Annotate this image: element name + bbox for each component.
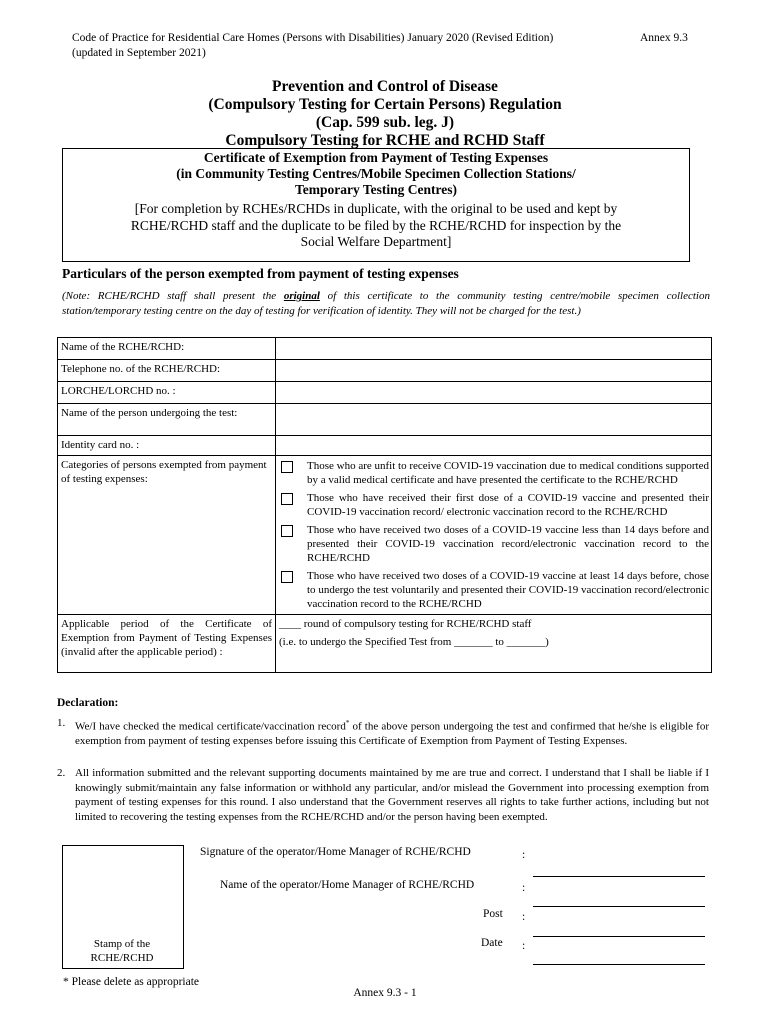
section-heading: Particulars of the person exempted from payment of testing expenses [62, 266, 459, 281]
period-dates-text: (i.e. to undergo the Specified Test from _______ to _______) [279, 636, 549, 648]
certificate-box [62, 148, 690, 262]
category-checkbox[interactable] [281, 525, 293, 537]
header-line-1: Code of Practice for Residential Care Homes (Persons with Disabilities) January 2020 (Revised Edition) [72, 32, 554, 44]
category-checkbox[interactable] [281, 493, 293, 505]
lorche-label: LORCHE/LORCHD no. : [58, 382, 276, 404]
applicable-period-field[interactable] [276, 615, 712, 673]
page-number: Annex 9.3 - 1 [353, 987, 417, 999]
telephone-field[interactable] [276, 360, 712, 382]
categories-label: Categories of persons exempted from payment of testing expenses: [58, 456, 276, 615]
categories-cell [276, 456, 712, 615]
signature-label: Signature of the operator/Home Manager of RCHE/RCHD [200, 846, 471, 858]
category-item [279, 569, 709, 611]
declaration-item-2: All information submitted and the relevant supporting documents maintained by me are true and correct. I understand that I shall be liable if I knowingly submit/maintain any false information or withhold any particular, and/or mislead the Government into processing exemption from payment of testing expenses for this round. I also understand that the Government reserves all rights to take further actions, including but not limited to recovering the testing expenses from the RCHE/RCHD and/or the person having been exempted. [75, 767, 709, 823]
date-label: Date [481, 937, 503, 949]
title-line-1: Prevention and Control of Disease [272, 78, 498, 95]
name-colon: : [522, 882, 526, 894]
section-note: (Note: RCHE/RCHD staff shall present the original of this certificate to the community testing centre/mobile specimen collection station/temporary testing centre on the day of testing for verification of identity. They will not be charged for the test.) [62, 290, 710, 317]
title-line-4: Compulsory Testing for RCHE and RCHD Staff [225, 132, 545, 149]
certificate-title-1: Certificate of Exemption from Payment of Testing Expenses [203, 150, 549, 165]
rche-name-field[interactable] [276, 338, 712, 360]
date-line[interactable] [533, 964, 705, 965]
identity-card-field[interactable] [276, 436, 712, 456]
category-text: Those who have received their first dose of a COVID-19 vaccine and presented their COVID-19 vaccination record/ electronic vaccination record to the RCHE/RCHD [307, 492, 709, 518]
stamp-label: Stamp of the RCHE/RCHD [90, 938, 154, 964]
category-item [279, 491, 709, 519]
post-line[interactable] [533, 936, 705, 937]
certificate-title-2: (in Community Testing Centres/Mobile Specimen Collection Stations/ [176, 166, 576, 181]
header-line-2: (updated in September 2021) [72, 47, 206, 59]
rche-name-label: Name of the RCHE/RCHD: [58, 338, 276, 360]
date-colon: : [522, 940, 526, 952]
post-label: Post [483, 908, 503, 920]
instruction-line-3: Social Welfare Department] [300, 234, 452, 249]
category-item [279, 459, 709, 487]
signature-line[interactable] [533, 876, 705, 877]
category-text: Those who are unfit to receive COVID-19 vaccination due to medical conditions supported by a valid medical certificate and have presented the certificate to the RCHE/RCHD [307, 460, 709, 486]
identity-card-label: Identity card no. : [58, 436, 276, 456]
instruction-line-2: RCHE/RCHD staff and the duplicate to be filed by the RCHE/RCHD for inspection by the [130, 217, 622, 233]
category-text: Those who have received two doses of a COVID-19 vaccine less than 14 days before and presented their COVID-19 vaccination record/electronic vaccination record to the RCHE/RCHD [307, 524, 709, 564]
category-item [279, 523, 709, 565]
title-line-2: (Compulsory Testing for Certain Persons) Regulation [208, 96, 562, 113]
footnote: * Please delete as appropriate [63, 976, 200, 988]
certificate-title-3: Temporary Testing Centres) [295, 182, 457, 197]
declaration-number-1: 1. [57, 717, 66, 729]
category-checkbox[interactable] [281, 461, 293, 473]
post-colon: : [522, 911, 526, 923]
note-emphasis: original [283, 290, 320, 302]
annex-label: Annex 9.3 [640, 32, 688, 44]
declaration-item-1: We/I have checked the medical certificate/vaccination record* of the above person undergoing the test and confirmed that he/she is eligible for exemption from payment of testing expenses before issuing this Certificate of Exemption from Payment of Testing Expenses. [75, 719, 709, 748]
category-checkbox[interactable] [281, 571, 293, 583]
instruction-line-1: [For completion by RCHEs/RCHDs in duplicate, with the original to be used and kept by [134, 201, 618, 216]
declaration-number-2: 2. [57, 767, 66, 779]
signature-colon: : [522, 849, 526, 861]
document-header [72, 31, 553, 61]
title-line-3: (Cap. 599 sub. leg. J) [315, 114, 455, 131]
particulars-table [57, 337, 712, 673]
declaration-heading: Declaration: [57, 697, 119, 709]
person-name-field[interactable] [276, 404, 712, 436]
category-text: Those who have received two doses of a COVID-19 vaccine at least 14 days before, chose to undergo the test voluntarily and presented their COVID-19 vaccination record/electronic vaccination record to the RCHE/RCHD [307, 570, 709, 610]
applicable-period-label: Applicable period of the Certificate of Exemption from Payment of Testing Expenses (invalid after the applicable period) : [58, 615, 276, 673]
telephone-label: Telephone no. of the RCHE/RCHD: [58, 360, 276, 382]
name-line[interactable] [533, 906, 705, 907]
name-label: Name of the operator/Home Manager of RCHE/RCHD [220, 879, 475, 891]
period-round-text: ____ round of compulsory testing for RCHE/RCHD staff [279, 618, 532, 630]
lorche-field[interactable] [276, 382, 712, 404]
person-name-label: Name of the person undergoing the test: [58, 404, 276, 436]
